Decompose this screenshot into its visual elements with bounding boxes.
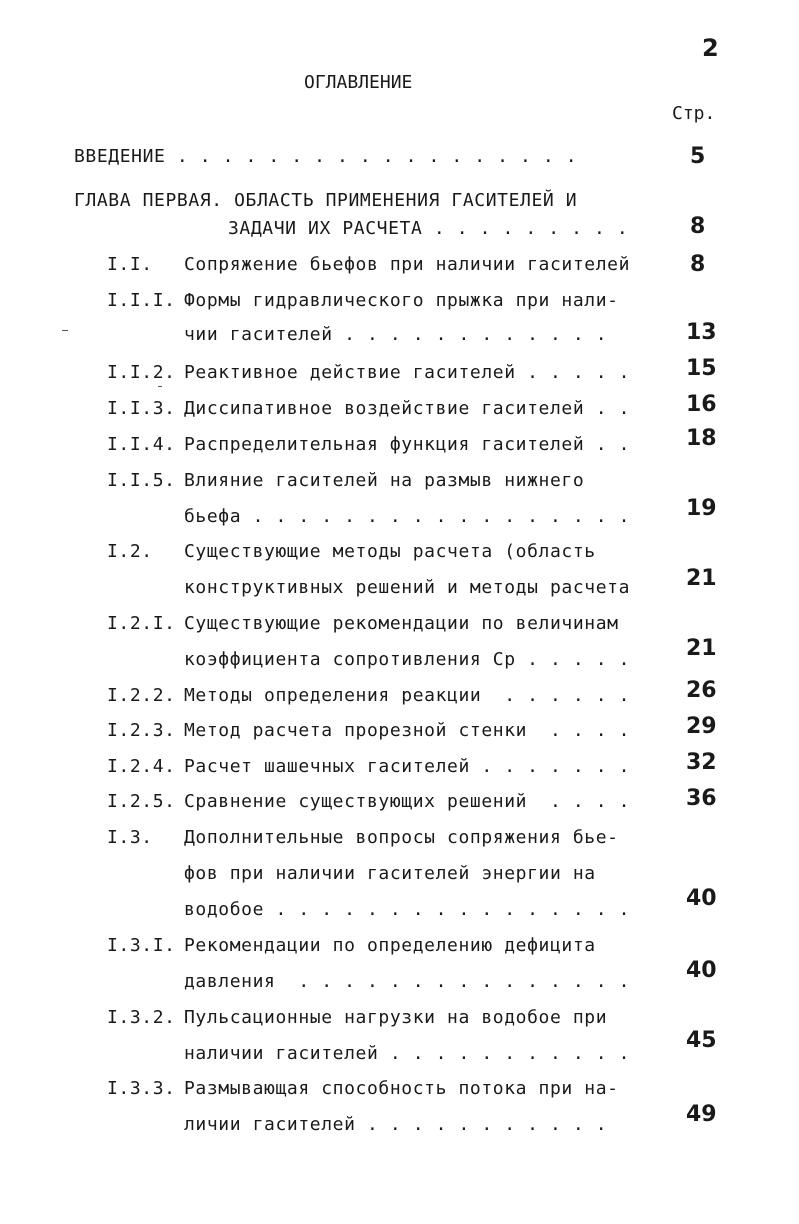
toc-entry-number: I.3.I. <box>107 935 176 956</box>
toc-entry-page: 8 <box>690 214 706 239</box>
toc-entry-page: 45 <box>686 1028 717 1053</box>
toc-entry-number: I.2.2. <box>107 685 176 706</box>
toc-entry-text: Дополнительные вопросы сопряжения бье- <box>184 827 619 848</box>
toc-entry-text: Сопряжение бьефов при наличии гасителей <box>184 254 631 275</box>
page-number: 2 <box>702 34 719 62</box>
toc-entry-number: I.I. <box>107 254 153 275</box>
toc-entry-text: Распределительная функция гасителей . . <box>184 434 631 455</box>
toc-entry-text: ГЛАВА ПЕРВАЯ. ОБЛАСТЬ ПРИМЕНЕНИЯ ГАСИТЕЛЕЙ И <box>74 190 578 211</box>
toc-entry-page: 15 <box>686 356 717 381</box>
toc-entry-text: конструктивных решений и методы расчета <box>184 577 631 598</box>
toc-entry-text: давления . . . . . . . . . . . . . . . <box>184 971 631 992</box>
toc-entry-page: 21 <box>686 636 717 661</box>
toc-entry-number: I.3.3. <box>107 1078 176 1099</box>
toc-entry-text: ЗАДАЧИ ИХ РАСЧЕТА . . . . . . . . . <box>228 218 629 239</box>
toc-entry-page: 32 <box>686 750 717 775</box>
toc-entry-number: I.3.2. <box>107 1007 176 1028</box>
toc-entry-number: I.I.2. <box>107 362 176 383</box>
page-column-label: Стр. <box>672 103 716 124</box>
toc-entry-text: Сравнение существующих решений . . . . <box>184 791 631 812</box>
toc-entry-text: Существующие методы расчета (область <box>184 541 596 562</box>
toc-entry-text: Влияние гасителей на размыв нижнего <box>184 470 585 491</box>
toc-entry-text: Метод расчета прорезной стенки . . . . <box>184 720 631 741</box>
toc-entry-text: фов при наличии гасителей энергии на <box>184 863 596 884</box>
toc-entry-text: наличии гасителей . . . . . . . . . . . <box>184 1043 631 1064</box>
toc-entry-number: I.I.I. <box>107 290 176 311</box>
toc-entry-page: 29 <box>686 714 717 739</box>
toc-entry-text: бьефа . . . . . . . . . . . . . . . . . <box>184 506 631 527</box>
toc-entry-number: I.2.I. <box>107 613 176 634</box>
toc-entry-number: I.2.5. <box>107 791 176 812</box>
toc-entry-page: 16 <box>686 392 717 417</box>
toc-entry-page: 49 <box>686 1102 717 1127</box>
toc-entry-page: 19 <box>686 496 717 521</box>
toc-entry-text: Методы определения реакции . . . . . . <box>184 685 631 706</box>
toc-entry-number: I.2.3. <box>107 720 176 741</box>
toc-entry-text: Пульсационные нагрузки на водобое при <box>184 1007 608 1028</box>
toc-entry-number: I.3. <box>107 827 153 848</box>
toc-entry-number: I.2. <box>107 541 153 562</box>
toc-entry-text: Размывающая способность потока при на- <box>184 1078 619 1099</box>
toc-entry-page: 26 <box>686 678 717 703</box>
toc-entry-page: 21 <box>686 566 717 591</box>
scan-mark <box>62 330 68 331</box>
toc-entry-text: ВВЕДЕНИЕ . . . . . . . . . . . . . . . . . . <box>74 146 578 167</box>
scan-mark <box>158 386 162 387</box>
toc-entry-number: I.I.3. <box>107 398 176 419</box>
toc-entry-text: личии гасителей . . . . . . . . . . . <box>184 1114 608 1135</box>
toc-entry-text: чии гасителей . . . . . . . . . . . . <box>184 324 608 345</box>
toc-entry-text: Диссипативное воздействие гасителей . . <box>184 398 631 419</box>
toc-entry-text: Реактивное действие гасителей . . . . . <box>184 362 631 383</box>
toc-entry-number: I.I.5. <box>107 470 176 491</box>
toc-entry-text: Рекомендации по определению дефицита <box>184 935 596 956</box>
toc-entry-text: Расчет шашечных гасителей . . . . . . . <box>184 756 631 777</box>
toc-entry-page: 13 <box>686 320 717 345</box>
toc-entry-page: 18 <box>686 426 717 451</box>
toc-entry-page: 8 <box>690 252 706 277</box>
toc-entry-text: Формы гидравлического прыжка при нали- <box>184 290 619 311</box>
toc-entry-text: Существующие рекомендации по величинам <box>184 613 619 634</box>
toc-entry-text: водобое . . . . . . . . . . . . . . . . <box>184 899 631 920</box>
toc-title: ОГЛАВЛЕНИЕ <box>304 72 413 93</box>
toc-entry-text: коэффициента сопротивления Ср . . . . . <box>184 649 631 670</box>
toc-entry-number: I.2.4. <box>107 756 176 777</box>
toc-entry-page: 5 <box>690 144 706 169</box>
toc-entry-page: 40 <box>686 886 717 911</box>
toc-entry-page: 36 <box>686 786 717 811</box>
toc-entry-number: I.I.4. <box>107 434 176 455</box>
toc-entry-page: 40 <box>686 958 717 983</box>
